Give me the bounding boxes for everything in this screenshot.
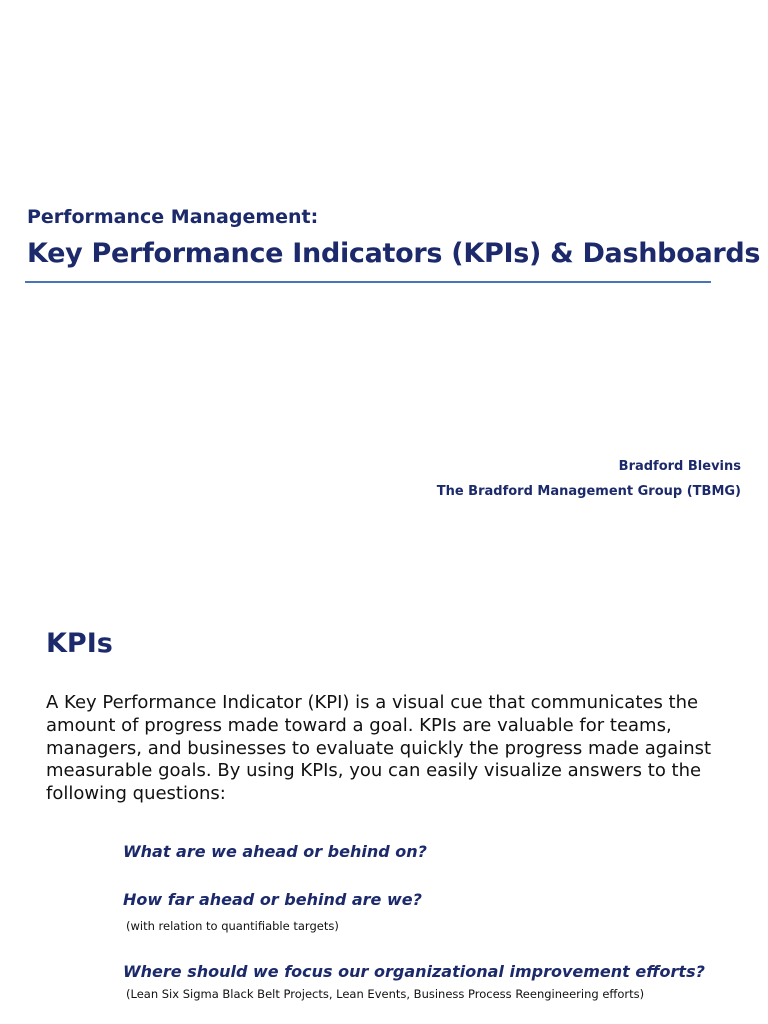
author-name: Bradford Blevins	[618, 459, 741, 474]
slide-title: Key Performance Indicators (KPIs) & Dashboards	[27, 238, 761, 269]
question-focus-efforts: Where should we focus our organizational improvement efforts?	[123, 962, 705, 981]
question-how-far: How far ahead or behind are we?	[123, 890, 422, 909]
author-organization: The Bradford Management Group (TBMG)	[436, 484, 741, 499]
author-block	[437, 454, 741, 504]
slide-subtitle: Performance Management:	[27, 206, 319, 228]
title-underline-divider	[25, 281, 711, 283]
section-heading: KPIs	[46, 628, 113, 659]
intro-paragraph: A Key Performance Indicator (KPI) is a visual cue that communicates the amount of progress made toward a goal. KPIs are valuable for teams, managers, and businesses to evaluate quickly the progress made against measurable goals. By using KPIs, you can easily visualize answers to the following questions:	[46, 692, 712, 805]
question-ahead-behind: What are we ahead or behind on?	[123, 842, 427, 861]
kpi-slide	[0, 590, 768, 1024]
question-how-far-note: (with relation to quantifiable targets)	[126, 919, 339, 933]
question-focus-efforts-note: (Lean Six Sigma Black Belt Projects, Lean Events, Business Process Reengineering efforts)	[126, 987, 645, 1001]
